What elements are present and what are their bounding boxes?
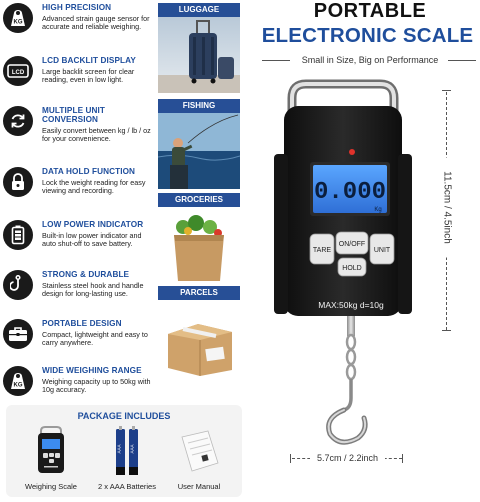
- scene-luggage: [158, 3, 240, 93]
- package-title: PACKAGE INCLUDES: [77, 411, 171, 421]
- hook-icon: [3, 270, 33, 300]
- dimension-tick: [442, 330, 451, 331]
- tare-button[interactable]: [310, 234, 334, 264]
- steel-hook: [329, 316, 366, 442]
- svg-text:KG: KG: [13, 382, 23, 389]
- on-off-label: ON/OFF: [338, 241, 366, 248]
- height-dimension-label: 11.5cm / 4.5inch: [442, 158, 453, 258]
- tare-label: TARE: [312, 247, 332, 254]
- feature-title: MULTIPLE UNIT CONVERSION: [42, 106, 106, 124]
- scene-title: FISHING: [158, 99, 240, 113]
- feature-desc: Weighing capacity up to 50kg with 10g accuracy.: [42, 377, 151, 395]
- feature-lcd-backlit: [0, 56, 156, 104]
- battery-label: AAA: [129, 444, 135, 454]
- scene-title: GROCERIES: [158, 193, 240, 207]
- feature-list: [0, 0, 156, 400]
- feature-desc: Stainless steel hook and handle design for long-lasting use.: [42, 281, 144, 299]
- parcels-image: [158, 300, 240, 376]
- feature-low-power: [0, 220, 156, 268]
- capacity-label: MAX:50kg d=10g: [318, 300, 384, 310]
- feature-title: STRONG & DURABLE: [42, 270, 130, 279]
- feature-desc: Lock the weight reading for easy viewing and recording.: [42, 178, 146, 196]
- luggage-image: [158, 17, 240, 93]
- width-dimension-label: 5.7cm / 2.2inch: [310, 453, 385, 463]
- manual-image: [164, 423, 234, 479]
- feature-title: LCD BACKLIT DISPLAY: [42, 56, 136, 65]
- scene-fishing: [158, 99, 240, 189]
- kg-weight-icon: [3, 3, 33, 33]
- feature-strong-durable: [0, 270, 156, 318]
- product-title-line1: PORTABLE: [313, 0, 427, 22]
- feature-desc: Easily convert between kg / lb / oz for your convenience.: [42, 126, 151, 144]
- unit-label: UNIT: [373, 247, 391, 254]
- feature-title: HIGH PRECISION: [42, 3, 112, 12]
- feature-data-hold: [0, 167, 156, 215]
- package-includes: [6, 405, 242, 497]
- feature-desc: Built-in low power indicator and auto shut-off to save battery.: [42, 231, 142, 249]
- feature-title: WIDE WEIGHING RANGE: [42, 366, 142, 375]
- feature-title: DATA HOLD FUNCTION: [42, 167, 136, 176]
- svg-text:KG: KG: [13, 19, 23, 26]
- feature-portable: [0, 319, 156, 367]
- on-off-button[interactable]: [336, 232, 368, 254]
- scene-groceries: [158, 193, 240, 283]
- fishing-image: [158, 113, 240, 189]
- dimension-tick: [290, 454, 291, 463]
- battery-icon: [3, 220, 33, 250]
- feature-unit-conversion: [0, 106, 156, 154]
- package-item-batteries: [90, 423, 164, 497]
- package-item-manual: [164, 423, 234, 497]
- svg-text:LCD: LCD: [11, 70, 25, 76]
- feature-desc: Compact, lightweight and easy to carry anywhere.: [42, 330, 148, 348]
- battery-image: [90, 423, 164, 479]
- feature-high-precision: [0, 3, 156, 51]
- feature-title: LOW POWER INDICATOR: [42, 220, 144, 229]
- package-item-label: User Manual: [177, 482, 221, 491]
- scene-title: PARCELS: [158, 286, 240, 300]
- product-subtitle: Small in Size, Big on Performance: [301, 55, 439, 65]
- package-item-label: 2 x AAA Batteries: [98, 482, 156, 491]
- lcd-reading: 0.000: [313, 179, 387, 206]
- lock-icon: [3, 167, 33, 197]
- scene-title: LUGGAGE: [158, 3, 240, 17]
- dimension-tick: [442, 90, 451, 91]
- refresh-icon: [3, 106, 33, 136]
- scene-parcels: [158, 286, 240, 376]
- hold-button[interactable]: [338, 258, 366, 276]
- mini-scale-image: [16, 423, 86, 479]
- product-title-line2: ELECTRONIC SCALE: [261, 24, 474, 47]
- lcd-unit: Kg: [374, 207, 382, 213]
- feature-title: PORTABLE DESIGN: [42, 319, 122, 328]
- divider: [448, 60, 476, 61]
- power-led: [349, 149, 355, 155]
- unit-button[interactable]: [370, 234, 394, 264]
- battery-label: AAA: [116, 444, 122, 454]
- groceries-image: [158, 207, 240, 283]
- feature-desc: Large backlit screen for clear reading, even in low light.: [42, 67, 135, 85]
- package-item-label: Weighing Scale: [25, 482, 77, 491]
- kg-weight-icon: [3, 366, 33, 396]
- feature-desc: Advanced strain gauge sensor for accurate and reliable weighing.: [42, 14, 150, 32]
- dimension-tick: [402, 454, 403, 463]
- lcd-icon: [3, 56, 33, 86]
- briefcase-icon: [3, 319, 33, 349]
- hold-label: HOLD: [342, 265, 362, 272]
- electronic-scale: [260, 78, 440, 458]
- package-item-scale: [16, 423, 86, 497]
- usage-scenes: [156, 0, 242, 380]
